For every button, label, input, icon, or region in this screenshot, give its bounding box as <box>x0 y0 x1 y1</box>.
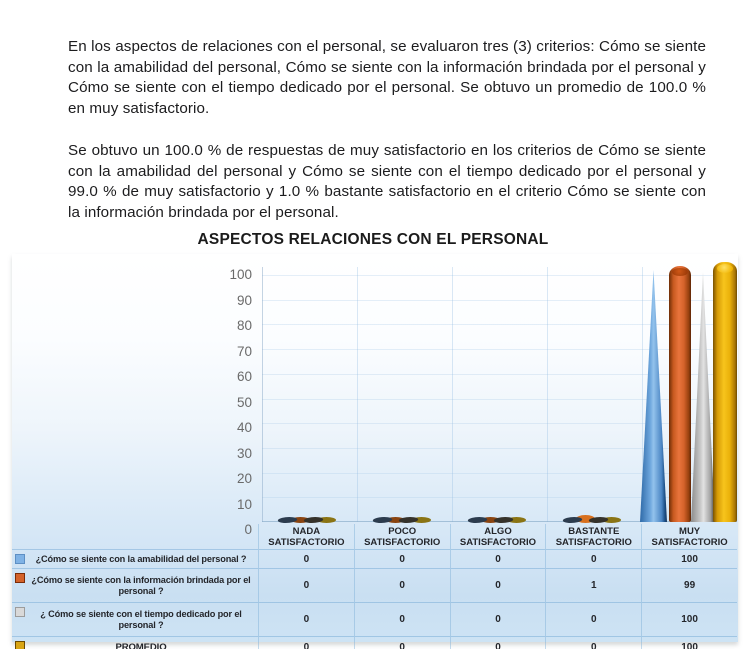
cell-value: 99 <box>641 568 737 602</box>
cell-value: 100 <box>641 602 737 636</box>
category-header-nada: NADA SATISFACTORIO <box>258 524 354 549</box>
y-tick: 10 <box>236 496 252 512</box>
y-axis-line <box>262 267 263 522</box>
y-tick: 30 <box>236 445 252 461</box>
table-row-informacion <box>12 568 737 602</box>
bar-muy-tiempo-cone <box>691 272 715 522</box>
zero-markers-poco <box>373 515 425 523</box>
cell-value: 0 <box>354 602 450 636</box>
cell-value: 0 <box>258 568 354 602</box>
paragraph-summary-criteria: En los aspectos de relaciones con el personal, se evaluaron tres (3) criterios: Cómo se siente con la amabilidad del personal, Cómo se siente con la información brindada por el personal y Cómo se siente con el tiempo dedicado por el personal. Se obtuvo un promedio de 100.0 % en muy satisfactorio. <box>68 38 706 117</box>
legend-key-informacion-icon <box>15 573 25 583</box>
category-header-bastante: BASTANTE SATISFACTORIO <box>545 524 641 549</box>
category-header-muy: MUY SATISFACTORIO <box>641 524 737 549</box>
cell-value: 0 <box>545 549 641 568</box>
gridline <box>262 448 737 449</box>
cell-value: 0 <box>354 549 450 568</box>
bar-muy-informacion-cylinder <box>669 266 691 522</box>
cell-value: 0 <box>450 636 546 649</box>
gridline <box>262 349 737 350</box>
cell-value: 100 <box>641 549 737 568</box>
series-label-text: ¿Cómo se siente con la amabilidad del personal ? <box>35 553 247 564</box>
cell-value: 0 <box>354 636 450 649</box>
legend-key-amabilidad-icon <box>15 554 25 564</box>
y-tick: 40 <box>236 420 252 435</box>
y-tick: 60 <box>236 369 252 384</box>
legend-key-tiempo-icon <box>15 607 25 617</box>
cell-value: 100 <box>641 636 737 649</box>
series-label-text: PROMEDIO <box>115 642 167 649</box>
table-row-amabilidad <box>12 549 737 568</box>
gridline <box>262 497 737 498</box>
y-tick: 80 <box>236 318 252 333</box>
cell-value: 0 <box>450 602 546 636</box>
cell-value: 0 <box>450 568 546 602</box>
cell-value: 0 <box>258 602 354 636</box>
plot-area <box>262 267 737 522</box>
empty-corner-cell <box>12 524 258 549</box>
data-table <box>12 524 737 649</box>
y-tick: 0 <box>244 522 252 537</box>
y-tick: 50 <box>236 394 252 410</box>
gridline <box>262 300 737 301</box>
series-label-promedio <box>12 636 258 649</box>
legend-key-promedio-icon <box>15 641 25 649</box>
chart-figure <box>12 254 738 649</box>
column-separator <box>452 267 453 522</box>
category-header-algo: ALGO SATISFACTORIO <box>450 524 546 549</box>
y-tick: 20 <box>236 471 252 486</box>
zero-markers-nada <box>278 515 330 523</box>
bar-muy-promedio-cylinder <box>713 262 737 522</box>
gridline <box>262 473 737 474</box>
table-row-tiempo <box>12 602 737 636</box>
chart-title: ASPECTOS RELACIONES CON EL PERSONAL <box>197 231 549 248</box>
series-label-informacion <box>12 568 258 602</box>
series-label-tiempo <box>12 602 258 636</box>
gridline <box>262 399 737 400</box>
series-label-text: ¿Cómo se siente con la información brindada por el personal ? <box>31 574 251 596</box>
cell-value: 1 <box>545 568 641 602</box>
gridline <box>262 324 737 325</box>
zero-markers-bastante <box>563 515 615 523</box>
series-label-amabilidad <box>12 549 258 568</box>
cell-value: 0 <box>450 549 546 568</box>
bar-muy-amabilidad-cone <box>640 270 667 522</box>
y-tick: 70 <box>236 343 252 359</box>
cell-value: 0 <box>258 549 354 568</box>
cell-value: 0 <box>354 568 450 602</box>
gridline <box>262 275 737 276</box>
y-tick: 100 <box>229 267 252 282</box>
zero-markers-algo <box>468 515 520 523</box>
table-row-promedio <box>12 636 737 649</box>
category-header-row <box>12 524 737 549</box>
gridline <box>262 423 737 424</box>
y-tick: 90 <box>236 292 252 308</box>
gridline <box>262 374 737 375</box>
y-axis <box>162 267 262 538</box>
series-label-text: ¿ Cómo se siente con el tiempo dedicado por el personal ? <box>40 608 242 630</box>
column-separator <box>547 267 548 522</box>
cell-value: 0 <box>545 602 641 636</box>
category-header-poco: POCO SATISFACTORIO <box>354 524 450 549</box>
paragraph-summary-results: Se obtuvo un 100.0 % de respuestas de muy satisfactorio en los criterios de Cómo se siente con la amabilidad del personal y Cómo se siente con el tiempo dedicado por el personal y 99.0 % de muy satisfactorio y 1.0 % bastante satisfactorio en el criterio Cómo se siente con la información brindada por el personal. <box>68 142 706 221</box>
cell-value: 0 <box>258 636 354 649</box>
column-separator <box>357 267 358 522</box>
cell-value: 0 <box>545 636 641 649</box>
